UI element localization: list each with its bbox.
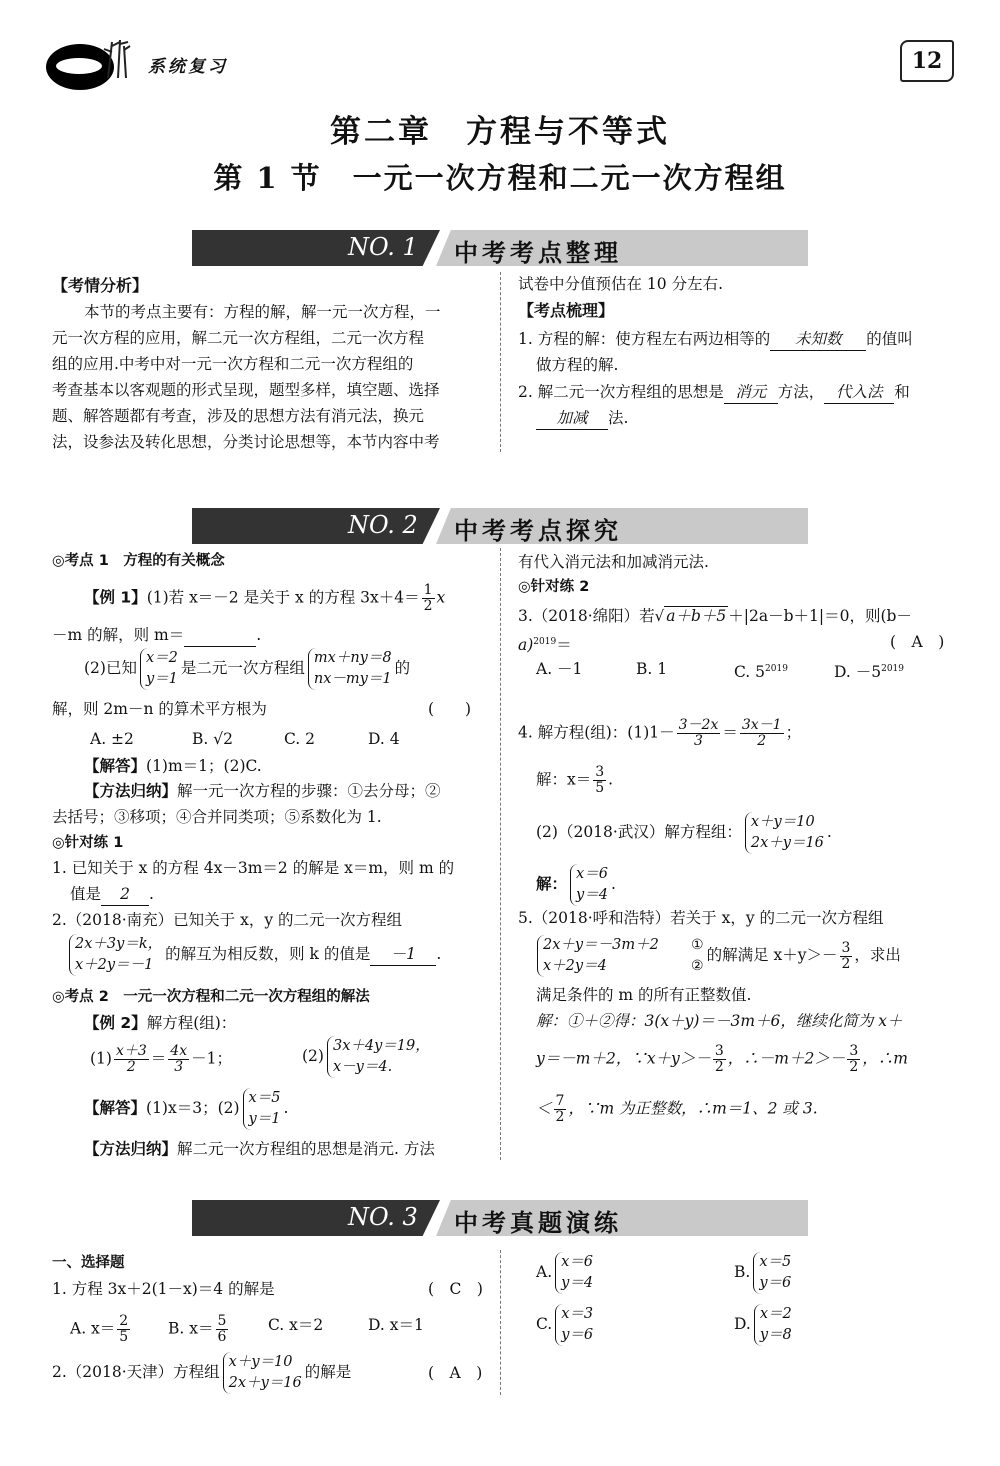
banner-no3 bbox=[192, 1200, 808, 1236]
choice-q2-answer: ( A ) bbox=[428, 1364, 483, 1382]
banner-no2-number: NO. 2 bbox=[348, 511, 418, 539]
banner-no3-number: NO. 3 bbox=[348, 1203, 418, 1231]
method-1-line-2: 去括号；③移项；④合并同类项；⑤系数化为 1. bbox=[52, 808, 382, 826]
practice-2-q5-line-3: 满足条件的 m 的所有正整数值. bbox=[536, 986, 752, 1004]
example-1-option-d: D. 4 bbox=[368, 730, 400, 748]
method-1-line-1: 【方法归纳】解一元一次方程的步骤：①去分母；② bbox=[84, 782, 441, 800]
example-1-line-2: －m 的解，则 m＝ . bbox=[52, 624, 261, 647]
practice-2-q4-solution-1: 解：x＝ $\frac{3}{5}$ . bbox=[536, 764, 614, 796]
point-2-line-2: 加减 法. bbox=[536, 407, 628, 430]
practice-1-q1-line-2: 值是 2 . bbox=[70, 883, 154, 906]
section-title: 第 1 节 一元一次方程和二元一次方程组 bbox=[213, 161, 787, 195]
banner-no3-title: 中考真题演练 bbox=[454, 1208, 622, 1237]
example-1-blank bbox=[184, 624, 256, 647]
practice-1-q2-answer: －1 bbox=[370, 943, 436, 966]
practice-2-q3-answer: ( A ) bbox=[890, 633, 945, 651]
example-2-part-2: (2) 3x＋4y＝19， x－y＝4. bbox=[302, 1036, 433, 1078]
point-2-answer-1: 消元 bbox=[724, 381, 778, 404]
choice-q1-option-d: D. x＝1 bbox=[368, 1316, 424, 1334]
point-2-line-1: 2. 解二元一次方程组的思想是 消元 方法， 代入法 和 bbox=[518, 381, 910, 404]
example-1-option-b: B. √2 bbox=[192, 730, 233, 748]
practice-1-q1-answer: 2 bbox=[101, 883, 149, 906]
header-logo bbox=[42, 38, 137, 94]
practice-2-q4-part-2: (2)（2018·武汉）解方程组： x＋y＝10 2x＋y＝16 . bbox=[536, 812, 832, 854]
point-1-line-1: 1. 方程的解：使方程左右两边相等的 未知数 的值叫 bbox=[518, 328, 913, 351]
practice-2-q5-line-1: 5.（2018·呼和浩特）若关于 x，y 的二元一次方程组 bbox=[518, 909, 884, 927]
banner-no1-title: 中考考点整理 bbox=[454, 238, 622, 267]
practice-2-q3-option-c: C. $5^{2019}$ bbox=[734, 663, 788, 682]
analysis-line-3: 组的应用.中考中对一元一次方程和二元一次方程组的 bbox=[52, 355, 414, 373]
points-heading: 【考点梳理】 bbox=[518, 301, 615, 320]
example-2-part-1: (1) $\frac{x+3}{2}$ ＝ $\frac{4x}{3}$ －1； bbox=[90, 1043, 232, 1075]
point-2-answer-2: 代入法 bbox=[824, 381, 894, 404]
practice-2-q3-option-d: D. $-5^{2019}$ bbox=[834, 663, 904, 682]
kaodian-2: ◎考点 2 一元一次方程和二元一次方程组的解法 bbox=[52, 989, 370, 1005]
choice-q2: 2.（2018·天津）方程组 x＋y＝10 2x＋y＝16 的解是 bbox=[52, 1352, 351, 1394]
practice-2-q5-solution-2: y＝－m＋2，∵x＋y＞－ $\frac{3}{2}$ ，∴－m＋2＞－ $\frac{3}{2}$ ，∴m bbox=[536, 1043, 908, 1075]
choice-q2-option-d: D. x＝2 y＝8 bbox=[734, 1304, 795, 1346]
practice-2: ◎针对练 2 bbox=[518, 579, 590, 595]
column-divider-3 bbox=[500, 1250, 501, 1395]
analysis-line-2: 元一次方程的应用，解二元一次方程组，二元一次方程 bbox=[52, 329, 425, 347]
page-number: 12 bbox=[900, 40, 954, 82]
choice-q1-answer: ( C ) bbox=[428, 1280, 483, 1298]
point-1-answer: 未知数 bbox=[770, 328, 866, 351]
header-series: 系统复习 bbox=[148, 57, 228, 77]
chapter-title: 第二章 方程与不等式 bbox=[330, 114, 670, 150]
example-1-line-3: (2)已知 x＝2 y＝1 是二元一次方程组 mx＋ny＝8 nx－my＝1 的 bbox=[84, 648, 410, 690]
answer-2: 【解答】(1)x＝3；(2) x＝5 y＝1 . bbox=[84, 1088, 288, 1130]
answer-1: 【解答】(1)m＝1；(2)C. bbox=[84, 757, 262, 775]
q3-sqrt-expression: a＋b＋5 bbox=[666, 607, 727, 625]
choice-q2-option-a: A. x＝6 y＝4 bbox=[536, 1252, 596, 1294]
analysis-heading: 【考情分析】 bbox=[52, 276, 149, 295]
practice-2-q4-solution-2: 解： x＝6 y＝4 . bbox=[536, 864, 616, 906]
choice-q1-option-c: C. x＝2 bbox=[268, 1316, 324, 1334]
section-choice-heading: 一、选择题 bbox=[52, 1255, 125, 1271]
example-2-head: 【例 2】解方程(组)： bbox=[84, 1014, 237, 1032]
column-divider-1 bbox=[500, 272, 501, 452]
logo-swoosh bbox=[56, 58, 102, 74]
example-1-option-c: C. 2 bbox=[284, 730, 316, 748]
practice-2-q4-line-1: 4. 解方程(组)：(1)1－ $\frac{3-2x}{3}$ ＝ $\frac{3x-1}{2}$ ； bbox=[518, 717, 802, 749]
practice-2-q3-option-b: B. 1 bbox=[636, 660, 668, 678]
choice-q2-option-c: C. x＝3 y＝6 bbox=[536, 1304, 596, 1346]
example-1-line-4: 解，则 2m－n 的算术平方根为 bbox=[52, 700, 267, 718]
bamboo-icon bbox=[102, 38, 132, 78]
point-1-line-2: 做方程的解. bbox=[536, 356, 619, 374]
example-1-option-a: A. ±2 bbox=[90, 730, 134, 748]
choice-q1: 1. 方程 3x＋2(1－x)＝4 的解是 bbox=[52, 1280, 275, 1298]
banner-no1 bbox=[192, 230, 808, 266]
column-divider-2 bbox=[500, 548, 501, 1160]
practice-2-q3-line-2: a)$^{2019}$＝ bbox=[518, 636, 572, 655]
practice-2-q5-line-2: 2x＋y＝－3m＋2 x＋2y＝4 ① ② 的解满足 x＋y＞－ $\frac{3}{2}$ ，求出 bbox=[534, 935, 901, 977]
choice-q2-option-b: B. x＝5 y＝6 bbox=[734, 1252, 794, 1294]
practice-1-q1-line-1: 1. 已知关于 x 的方程 4x－3m＝2 的解是 x＝m，则 m 的 bbox=[52, 859, 455, 877]
example-1-line-1: 【例 1】(1)若 x＝－2 是关于 x 的方程 3x＋4＝ $\frac{1}{2}$ x bbox=[84, 582, 446, 614]
practice-1: ◎针对练 1 bbox=[52, 835, 124, 851]
practice-2-q5-solution-3: ＜ $\frac{7}{2}$ ，∵m 为正整数，∴m＝1、2 或 3. bbox=[536, 1093, 818, 1125]
analysis-continued: 试卷中分值预估在 10 分左右. bbox=[518, 275, 724, 293]
banner-no2 bbox=[192, 508, 808, 544]
kaodian-1: ◎考点 1 方程的有关概念 bbox=[52, 553, 225, 569]
analysis-line-1: 本节的考点主要有：方程的解，解一元一次方程，一 bbox=[84, 303, 441, 321]
analysis-line-4: 考查基本以客观题的形式呈现，题型多样，填空题、选择 bbox=[52, 381, 440, 399]
practice-1-q2-line-2: 2x＋3y＝k， x＋2y＝－1 的解互为相反数，则 k 的值是 －1 . bbox=[66, 934, 441, 976]
method-2-line-1: 【方法归纳】解二元一次方程组的思想是消元. 方法 bbox=[84, 1140, 435, 1158]
practice-2-q5-solution-1: 解：①＋②得：3(x＋y)＝－3m＋6，继续化简为 x＋ bbox=[536, 1012, 903, 1030]
example-1-paren: ( ) bbox=[428, 700, 472, 718]
choice-q1-option-a: A. x＝ $\frac{2}{5}$ bbox=[70, 1313, 129, 1345]
banner-no2-title: 中考考点探究 bbox=[454, 516, 622, 545]
analysis-line-6: 法，设参法及转化思想，分类讨论思想等，本节内容中考 bbox=[52, 433, 440, 451]
method-2-line-2: 有代入消元法和加减消元法. bbox=[518, 553, 709, 571]
banner-no1-number: NO. 1 bbox=[348, 233, 418, 261]
practice-1-q2-line-1: 2.（2018·南充）已知关于 x，y 的二元一次方程组 bbox=[52, 911, 403, 929]
analysis-line-5: 题、解答题都有考查，涉及的思想方法有消元法，换元 bbox=[52, 407, 425, 425]
choice-q1-option-b: B. x＝ $\frac{5}{6}$ bbox=[168, 1313, 227, 1345]
practice-2-q3-line-1: 3.（2018·绵阳）若√ a＋b＋5 ＋|2a－b＋1|＝0，则(b－ bbox=[518, 607, 912, 625]
point-2-answer-3: 加减 bbox=[536, 407, 608, 430]
practice-2-q3-option-a: A. －1 bbox=[536, 660, 583, 678]
